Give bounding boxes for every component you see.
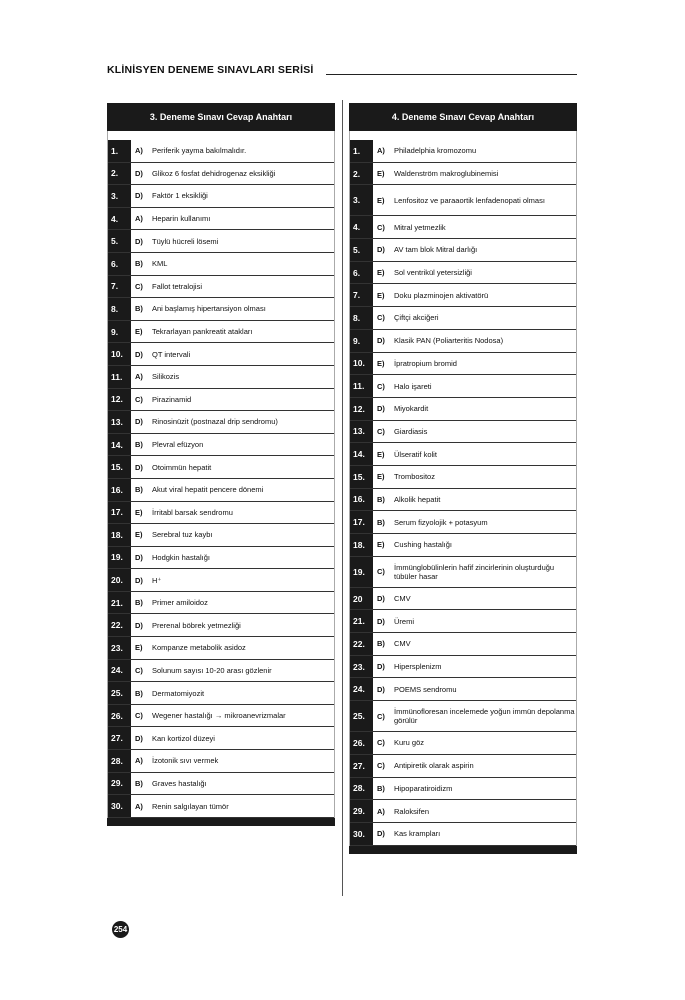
answer-text: Prerenal böbrek yetmezliği bbox=[152, 620, 241, 630]
answer-row bbox=[350, 443, 576, 466]
answer-number: 1. bbox=[108, 140, 131, 162]
answer-letter: B) bbox=[135, 778, 143, 788]
answer-text: Silikozis bbox=[152, 372, 180, 382]
answer-row bbox=[108, 230, 334, 253]
answer-text: Serebral tuz kaybı bbox=[152, 530, 213, 540]
answer-text: Sol ventrikül yetersizliği bbox=[394, 268, 472, 278]
answer-row bbox=[108, 185, 334, 208]
answer-text: H⁺ bbox=[152, 575, 162, 585]
answer-text: Solunum sayısı 10-20 arası gözlenir bbox=[152, 665, 272, 675]
answer-number: 14. bbox=[350, 443, 373, 465]
answer-number: 29. bbox=[108, 773, 131, 795]
answer-text: Üremi bbox=[394, 616, 414, 626]
answer-number: 9. bbox=[350, 330, 373, 352]
answer-row bbox=[108, 389, 334, 412]
answer-number: 6. bbox=[108, 253, 131, 275]
answer-text: Heparin kullanımı bbox=[152, 214, 211, 224]
answer-text: Tekrarlayan pankreatit atakları bbox=[152, 327, 253, 337]
answer-number: 17. bbox=[108, 502, 131, 524]
answer-letter: D) bbox=[377, 245, 385, 255]
answer-letter: D) bbox=[135, 236, 143, 246]
answer-text: İzotonik sıvı vermek bbox=[152, 756, 219, 766]
answer-text: Pirazinamid bbox=[152, 394, 192, 404]
answer-letter: E) bbox=[377, 449, 385, 459]
answer-text: Hipoparatiroidizm bbox=[394, 783, 453, 793]
answer-letter: C) bbox=[135, 394, 143, 404]
answer-row bbox=[350, 823, 576, 846]
answer-letter: E) bbox=[135, 643, 143, 653]
answer-letter: C) bbox=[377, 711, 385, 721]
answer-row bbox=[108, 592, 334, 615]
answer-text: Dermatomiyozit bbox=[152, 688, 205, 698]
answer-row bbox=[108, 750, 334, 773]
answer-number: 4. bbox=[350, 216, 373, 238]
table-body bbox=[107, 131, 335, 818]
answer-letter: C) bbox=[135, 281, 143, 291]
answer-number: 10. bbox=[350, 353, 373, 375]
answer-number: 13. bbox=[108, 411, 131, 433]
answer-number: 7. bbox=[108, 276, 131, 298]
answer-text: Trombositoz bbox=[394, 472, 435, 482]
answer-row bbox=[108, 140, 334, 163]
answer-text: Glikoz 6 fosfat dehidrogenaz eksikliği bbox=[152, 168, 276, 178]
answer-letter: B) bbox=[377, 517, 385, 527]
answer-letter: B) bbox=[377, 494, 385, 504]
answer-row bbox=[108, 343, 334, 366]
answer-row bbox=[350, 284, 576, 307]
answer-row bbox=[350, 534, 576, 557]
table-title: 3. Deneme Sınavı Cevap Anahtarı bbox=[107, 103, 335, 131]
answer-number: 23. bbox=[108, 637, 131, 659]
answer-text: Kompanze metabolik asidoz bbox=[152, 643, 246, 653]
answer-number: 20 bbox=[350, 588, 373, 610]
answer-letter: D) bbox=[135, 349, 143, 359]
answer-text: Raloksifen bbox=[394, 806, 430, 816]
series-title: KLİNİSYEN DENEME SINAVLARI SERİSİ bbox=[107, 64, 314, 76]
answer-row bbox=[108, 614, 334, 637]
answer-text: Ani başlamış hipertansiyon olması bbox=[152, 304, 266, 314]
answer-letter: C) bbox=[135, 711, 143, 721]
answer-letter: D) bbox=[377, 336, 385, 346]
answer-letter: C) bbox=[377, 567, 385, 577]
answer-text: Alkolik hepatit bbox=[394, 494, 441, 504]
answer-text: Ülseratif kolit bbox=[394, 449, 437, 459]
answer-number: 15. bbox=[350, 466, 373, 488]
answer-letter: E) bbox=[135, 327, 143, 337]
answer-row bbox=[350, 216, 576, 239]
answer-number: 15. bbox=[108, 456, 131, 478]
answer-number: 18. bbox=[108, 524, 131, 546]
answer-letter: A) bbox=[135, 372, 143, 382]
answer-text: CMV bbox=[394, 594, 411, 604]
answer-row bbox=[350, 239, 576, 262]
answer-letter: B) bbox=[377, 639, 385, 649]
answer-number: 22. bbox=[350, 633, 373, 655]
answer-letter: D) bbox=[377, 662, 385, 672]
answer-row bbox=[108, 163, 334, 186]
answer-letter: E) bbox=[135, 530, 143, 540]
answer-letter: E) bbox=[377, 358, 385, 368]
answer-row bbox=[350, 398, 576, 421]
answer-letter: A) bbox=[135, 756, 143, 766]
answer-letter: C) bbox=[377, 313, 385, 323]
answer-row bbox=[350, 262, 576, 285]
answer-number: 26. bbox=[350, 732, 373, 754]
answer-row bbox=[350, 375, 576, 398]
answer-row bbox=[350, 140, 576, 163]
answer-text: POEMS sendromu bbox=[394, 684, 457, 694]
answer-row bbox=[108, 208, 334, 231]
answer-letter: D) bbox=[135, 417, 143, 427]
answer-number: 5. bbox=[350, 239, 373, 261]
answer-letter: E) bbox=[377, 290, 385, 300]
answer-row bbox=[108, 705, 334, 728]
answer-number: 8. bbox=[108, 298, 131, 320]
column-divider bbox=[342, 100, 343, 896]
answer-row bbox=[108, 298, 334, 321]
answer-text: Akut viral hepatit pencere dönemi bbox=[152, 485, 264, 495]
answer-number: 26. bbox=[108, 705, 131, 727]
answer-letter: E) bbox=[377, 540, 385, 550]
answer-row bbox=[350, 610, 576, 633]
answer-letter: E) bbox=[377, 268, 385, 278]
answer-row bbox=[350, 307, 576, 330]
answer-letter: B) bbox=[135, 304, 143, 314]
answer-number: 19. bbox=[350, 557, 373, 587]
answer-text: Rinosinüzit (postnazal drip sendromu) bbox=[152, 417, 278, 427]
answer-number: 25. bbox=[350, 701, 373, 731]
answer-letter: C) bbox=[377, 761, 385, 771]
answer-number: 19. bbox=[108, 547, 131, 569]
answer-row bbox=[350, 732, 576, 755]
answer-number: 17. bbox=[350, 511, 373, 533]
answer-number: 20. bbox=[108, 569, 131, 591]
answer-letter: D) bbox=[135, 575, 143, 585]
answer-row bbox=[350, 353, 576, 376]
answer-row bbox=[350, 633, 576, 656]
answer-letter: C) bbox=[135, 665, 143, 675]
answer-number: 21. bbox=[350, 610, 373, 632]
answer-number: 4. bbox=[108, 208, 131, 230]
table-footer-bar bbox=[107, 818, 335, 826]
answer-text: Doku plazminojen aktivatörü bbox=[394, 290, 489, 300]
answer-number: 9. bbox=[108, 321, 131, 343]
answer-text: İrritabl barsak sendromu bbox=[152, 507, 233, 517]
answer-row bbox=[108, 637, 334, 660]
answer-text: Fallot tetralojisi bbox=[152, 281, 203, 291]
answer-number: 16. bbox=[350, 489, 373, 511]
answer-number: 3. bbox=[350, 185, 373, 215]
answer-letter: D) bbox=[377, 684, 385, 694]
answer-letter: D) bbox=[135, 462, 143, 472]
answer-text: İpratropium bromid bbox=[394, 358, 457, 368]
answer-number: 12. bbox=[350, 398, 373, 420]
answer-letter: B) bbox=[135, 598, 143, 608]
answer-number: 21. bbox=[108, 592, 131, 614]
answer-row bbox=[108, 547, 334, 570]
answer-text: Giardiasis bbox=[394, 426, 428, 436]
answer-letter: D) bbox=[377, 404, 385, 414]
answer-text: Graves hastalığı bbox=[152, 778, 207, 788]
answer-text: Mitral yetmezlik bbox=[394, 222, 446, 232]
answer-text: Serum fizyolojik + potasyum bbox=[394, 517, 488, 527]
answer-text: AV tam blok Mitral darlığı bbox=[394, 245, 478, 255]
answer-number: 23. bbox=[350, 656, 373, 678]
answer-letter: E) bbox=[377, 195, 385, 205]
answer-number: 28. bbox=[108, 750, 131, 772]
answer-letter: E) bbox=[135, 507, 143, 517]
answer-letter: D) bbox=[135, 620, 143, 630]
answer-text: Hipersplenizm bbox=[394, 662, 442, 672]
answer-number: 11. bbox=[350, 375, 373, 397]
answer-text: Antipiretik olarak aspirin bbox=[394, 761, 474, 771]
answer-text: Kas krampları bbox=[394, 829, 441, 839]
answer-number: 28. bbox=[350, 778, 373, 800]
answer-text: CMV bbox=[394, 639, 411, 649]
table-title: 4. Deneme Sınavı Cevap Anahtarı bbox=[349, 103, 577, 131]
answer-number: 8. bbox=[350, 307, 373, 329]
answer-number: 30. bbox=[108, 795, 131, 817]
answer-row bbox=[108, 411, 334, 434]
answer-number: 27. bbox=[108, 727, 131, 749]
answer-row bbox=[108, 569, 334, 592]
answer-letter: E) bbox=[377, 169, 385, 179]
answer-number: 14. bbox=[108, 434, 131, 456]
answer-text: Hodgkin hastalığı bbox=[152, 552, 210, 562]
answer-row bbox=[108, 524, 334, 547]
answer-letter: D) bbox=[135, 733, 143, 743]
answer-row bbox=[108, 479, 334, 502]
answer-letter: B) bbox=[377, 783, 385, 793]
answer-row bbox=[108, 773, 334, 796]
answer-letter: E) bbox=[377, 472, 385, 482]
answer-letter: A) bbox=[377, 806, 385, 816]
answer-text: Kan kortizol düzeyi bbox=[152, 733, 215, 743]
answer-text: QT intervali bbox=[152, 349, 191, 359]
answer-row bbox=[108, 502, 334, 525]
answer-letter: D) bbox=[135, 552, 143, 562]
answer-text: Miyokardit bbox=[394, 404, 429, 414]
answer-row bbox=[350, 489, 576, 512]
answer-number: 2. bbox=[350, 163, 373, 185]
answer-row bbox=[350, 656, 576, 679]
answer-letter: A) bbox=[135, 146, 143, 156]
answer-row bbox=[108, 456, 334, 479]
answer-text: Periferik yayma bakılmalıdır. bbox=[152, 146, 247, 156]
answer-number: 13. bbox=[350, 421, 373, 443]
answer-letter: A) bbox=[135, 214, 143, 224]
answer-letter: D) bbox=[135, 191, 143, 201]
table-body bbox=[349, 131, 577, 846]
answer-row bbox=[108, 682, 334, 705]
answer-key-table-4 bbox=[349, 103, 577, 854]
answer-text: Tüylü hücreli lösemi bbox=[152, 236, 219, 246]
answer-text: Waldenström makroglubinemisi bbox=[394, 169, 499, 179]
answer-number: 16. bbox=[108, 479, 131, 501]
answer-number: 1. bbox=[350, 140, 373, 162]
answer-number: 11. bbox=[108, 366, 131, 388]
answer-text: Renin salgılayan tümör bbox=[152, 801, 229, 811]
answer-row bbox=[350, 557, 576, 588]
answer-number: 18. bbox=[350, 534, 373, 556]
answer-row bbox=[108, 795, 334, 818]
answer-number: 7. bbox=[350, 284, 373, 306]
answer-letter: A) bbox=[377, 146, 385, 156]
answer-number: 12. bbox=[108, 389, 131, 411]
answer-row bbox=[350, 678, 576, 701]
header-rule bbox=[326, 74, 577, 75]
answer-number: 24. bbox=[350, 678, 373, 700]
answer-letter: B) bbox=[135, 440, 143, 450]
answer-letter: D) bbox=[377, 594, 385, 604]
answer-text: Çiftçi akciğeri bbox=[394, 313, 439, 323]
page-number: 254 bbox=[112, 921, 129, 938]
answer-letter: D) bbox=[377, 616, 385, 626]
answer-row bbox=[350, 163, 576, 186]
answer-key-table-3 bbox=[107, 103, 335, 826]
answer-letter: D) bbox=[135, 168, 143, 178]
answer-row bbox=[350, 701, 576, 732]
answer-text: Primer amiloidoz bbox=[152, 598, 208, 608]
answer-row bbox=[350, 755, 576, 778]
answer-letter: B) bbox=[135, 485, 143, 495]
answer-letter: C) bbox=[377, 381, 385, 391]
answer-letter: C) bbox=[377, 426, 385, 436]
table-footer-bar bbox=[349, 846, 577, 854]
answer-number: 29. bbox=[350, 800, 373, 822]
answer-row bbox=[350, 466, 576, 489]
answer-row bbox=[350, 800, 576, 823]
answer-letter: D) bbox=[377, 829, 385, 839]
answer-text: Lenfositoz ve paraaortik lenfadenopati olması bbox=[394, 195, 545, 205]
answer-text: Cushing hastalığı bbox=[394, 540, 452, 550]
answer-text: Otoimmün hepatit bbox=[152, 462, 212, 472]
answer-text: Halo işareti bbox=[394, 381, 432, 391]
answer-row bbox=[350, 330, 576, 353]
answer-number: 3. bbox=[108, 185, 131, 207]
answer-text: İmmünofloresan incelemede yoğun immün depolanma görülür bbox=[394, 707, 575, 726]
answer-number: 10. bbox=[108, 343, 131, 365]
answer-row bbox=[108, 321, 334, 344]
answer-row bbox=[350, 778, 576, 801]
answer-letter: A) bbox=[135, 801, 143, 811]
answer-row bbox=[350, 588, 576, 611]
answer-text: Faktör 1 eksikliği bbox=[152, 191, 208, 201]
answer-number: 30. bbox=[350, 823, 373, 845]
answer-number: 25. bbox=[108, 682, 131, 704]
answer-letter: C) bbox=[377, 222, 385, 232]
answer-row bbox=[108, 434, 334, 457]
answer-letter: C) bbox=[377, 738, 385, 748]
answer-number: 24. bbox=[108, 660, 131, 682]
answer-text: Philadelphia kromozomu bbox=[394, 146, 477, 156]
answer-row bbox=[108, 727, 334, 750]
answer-row bbox=[108, 366, 334, 389]
answer-text: Klasik PAN (Poliarteritis Nodosa) bbox=[394, 336, 504, 346]
answer-letter: B) bbox=[135, 688, 143, 698]
answer-text: İmmünglobülinlerin hafif zincirlerinin oluşturduğu tübüler hasar bbox=[394, 562, 555, 581]
answer-row bbox=[108, 253, 334, 276]
answer-text: Plevral efüzyon bbox=[152, 440, 204, 450]
answer-letter: B) bbox=[135, 259, 143, 269]
answer-number: 22. bbox=[108, 614, 131, 636]
answer-row bbox=[350, 185, 576, 216]
answer-number: 2. bbox=[108, 163, 131, 185]
answer-text: KML bbox=[152, 259, 168, 269]
answer-row bbox=[108, 276, 334, 299]
answer-number: 5. bbox=[108, 230, 131, 252]
answer-row bbox=[108, 660, 334, 683]
answer-number: 27. bbox=[350, 755, 373, 777]
answer-text: Kuru göz bbox=[394, 738, 425, 748]
answer-row bbox=[350, 421, 576, 444]
answer-text: Wegener hastalığı → mikroanevrizmalar bbox=[152, 711, 286, 721]
answer-row bbox=[350, 511, 576, 534]
answer-number: 6. bbox=[350, 262, 373, 284]
